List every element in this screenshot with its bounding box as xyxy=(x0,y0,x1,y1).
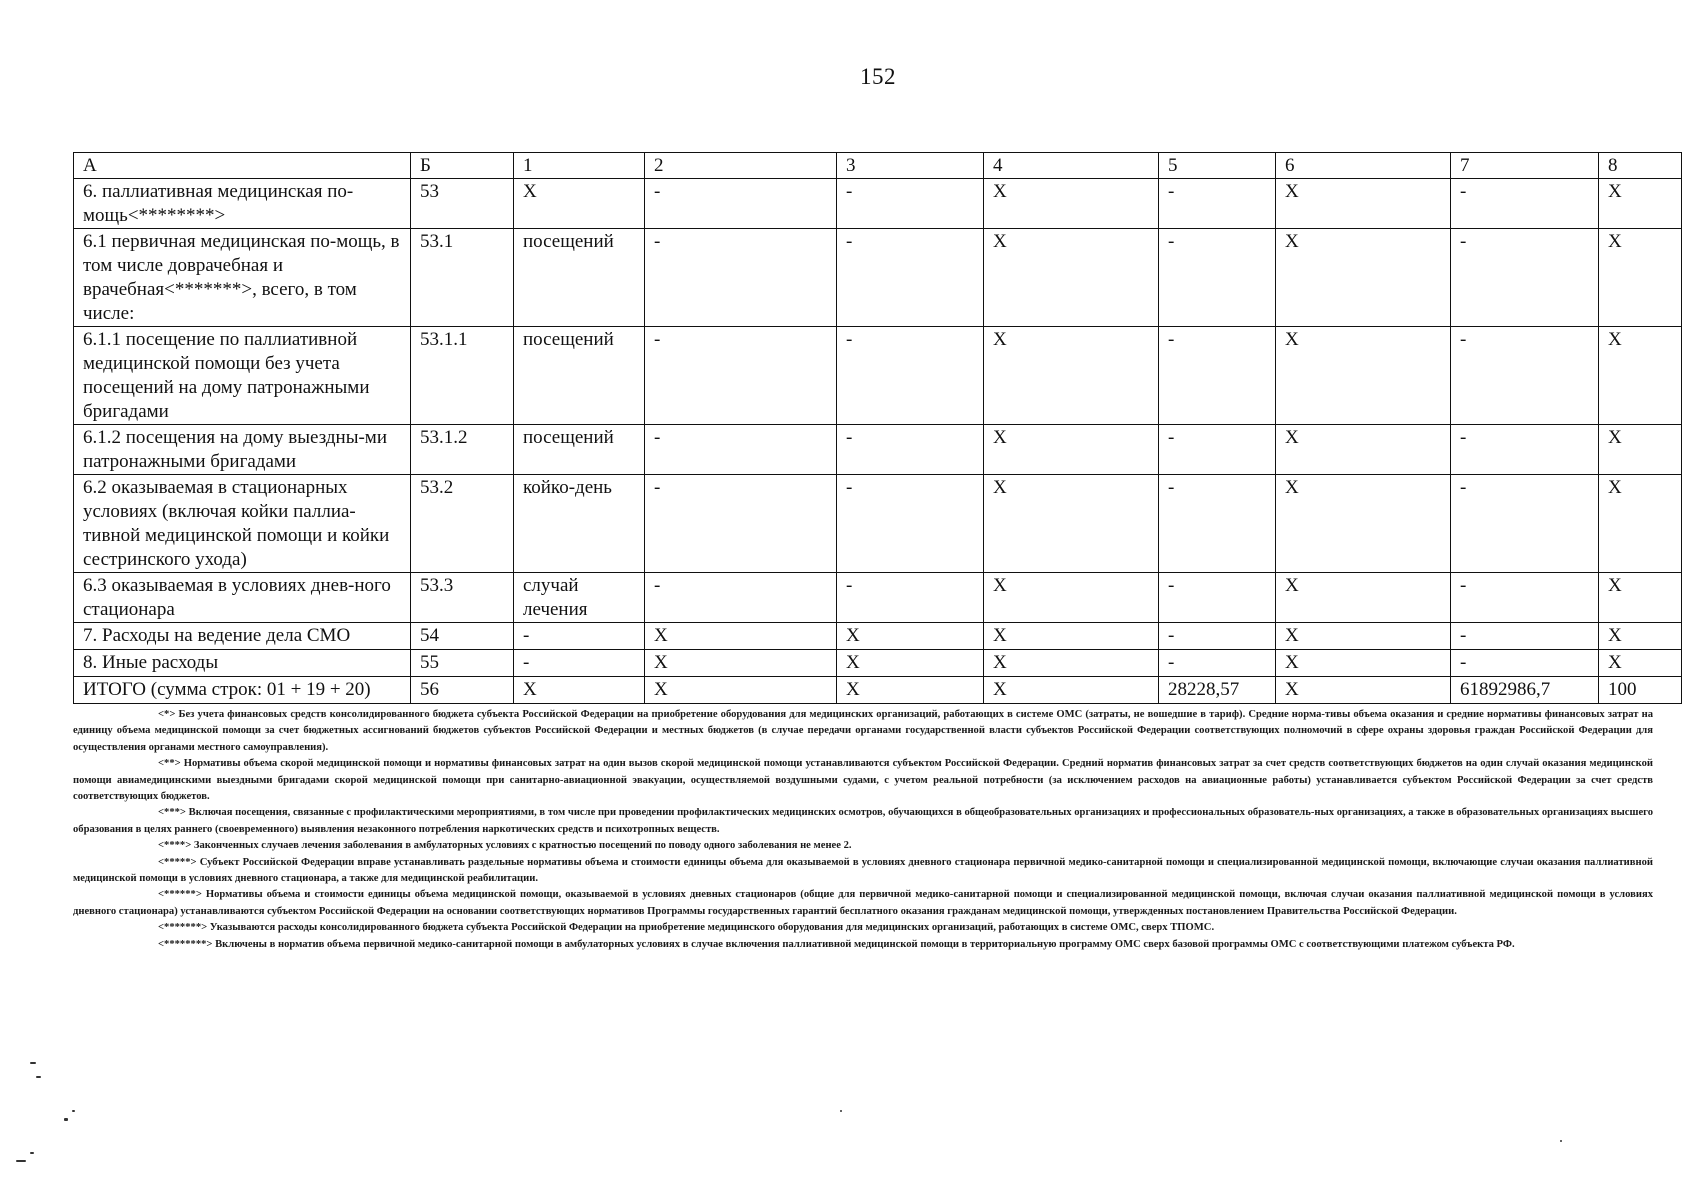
table-row xyxy=(74,677,1682,704)
table-cell: 28228,57 xyxy=(1159,677,1276,704)
table-cell: 53.2 xyxy=(411,475,514,573)
table-header-cell: 5 xyxy=(1159,153,1276,179)
table-cell: - xyxy=(1159,327,1276,425)
table-header-cell: 8 xyxy=(1599,153,1682,179)
table-cell: Х xyxy=(1599,327,1682,425)
table-header-cell: Б xyxy=(411,153,514,179)
table-cell: Х xyxy=(1276,650,1451,677)
table-cell: Х xyxy=(1276,327,1451,425)
table-cell: 55 xyxy=(411,650,514,677)
table-cell: - xyxy=(1451,327,1599,425)
table-cell: случай лечения xyxy=(514,573,645,623)
table-cell: - xyxy=(1451,623,1599,650)
table-cell: - xyxy=(514,623,645,650)
table-row xyxy=(74,623,1682,650)
footnote: <**> Нормативы объема скорой медицинской помощи и нормативы финансовых затрат на один вызов скорой медицинской помощи устанавливаются субъектом Российской Федерации. Средний норматив финансовых затрат за счет средств соответствующих бюджетов на один случай оказания медицинской помощи авиамедицинскими выездными бригадами скорой медицинской помощи при санитарно-авиационной эвакуации, осуществляемой воздушными судами, с учетом реальной потребности (за исключением расходов на авиационные работы) устанавливается субъектом Российской Федерации за счет средств соответствующих бюджетов. xyxy=(73,758,1653,803)
table-cell: Х xyxy=(1276,425,1451,475)
table-cell: 6.3 оказываемая в условиях днев-ного стационара xyxy=(74,573,411,623)
table-cell: - xyxy=(645,229,837,327)
table-header-cell: 6 xyxy=(1276,153,1451,179)
table-cell: 56 xyxy=(411,677,514,704)
footnotes xyxy=(73,707,1653,953)
footnote: <*> Без учета финансовых средств консолидированного бюджета субъекта Российской Федерации на приобретение оборудования для медицинских организаций, работающих в системе ОМС (затраты, не вошедшие в тариф). Средние норма-тивы объема оказания и средние нормативы финансовых затрат на единицу объема медицинской помощи за счет бюджетных ассигнований бюджетов субъектов Российской Федерации и местных бюджетов (в случае передачи органами государственной власти субъектов Российской Федерации соответствующих полномочий в сфере охраны здоровья граждан Российской Федерации для осуществления органами местного самоуправления). xyxy=(73,709,1653,753)
table-cell: Х xyxy=(1599,623,1682,650)
table-cell: - xyxy=(1159,475,1276,573)
table-cell: посещений xyxy=(514,425,645,475)
table-header-cell: 1 xyxy=(514,153,645,179)
table-row xyxy=(74,229,1682,327)
footnote: <***> Включая посещения, связанные с профилактическими мероприятиями, в том числе при проведении профилактических медицинских осмотров, обучающихся в общеобразовательных организациях и профессиональных образователь-ных организациях, а также в образовательных организациях высшего образования в целях раннего (своевременного) выявления незаконного потребления наркотических средств и психотропных веществ. xyxy=(73,807,1653,835)
table-cell: 8. Иные расходы xyxy=(74,650,411,677)
table-cell: Х xyxy=(645,650,837,677)
table-cell: 100 xyxy=(1599,677,1682,704)
table-cell: Х xyxy=(1599,229,1682,327)
table-cell: Х xyxy=(1276,573,1451,623)
table-cell: 7. Расходы на ведение дела СМО xyxy=(74,623,411,650)
table-cell: - xyxy=(1451,179,1599,229)
table-header-cell: А xyxy=(74,153,411,179)
table-cell: Х xyxy=(514,677,645,704)
table-row xyxy=(74,179,1682,229)
table-cell: - xyxy=(1451,573,1599,623)
table-cell: Х xyxy=(1276,229,1451,327)
table-row xyxy=(74,327,1682,425)
table-cell: - xyxy=(645,573,837,623)
table-cell: - xyxy=(1159,573,1276,623)
table-cell: 61892986,7 xyxy=(1451,677,1599,704)
table-cell: 6.1 первичная медицинская по-мощь, в том числе доврачебная и врачебная<*******>, всего, в том числе: xyxy=(74,229,411,327)
table-row xyxy=(74,650,1682,677)
table-cell: 6. паллиативная медицинская по-мощь<********> xyxy=(74,179,411,229)
table-cell: Х xyxy=(984,179,1159,229)
table-cell: - xyxy=(645,475,837,573)
table-cell: - xyxy=(1451,650,1599,677)
page-number: 152 xyxy=(860,64,896,89)
table-cell: Х xyxy=(837,623,984,650)
table-cell: - xyxy=(1159,650,1276,677)
table-cell: - xyxy=(837,179,984,229)
table-cell: Х xyxy=(984,623,1159,650)
table-cell: - xyxy=(1159,623,1276,650)
table-cell: - xyxy=(837,327,984,425)
table-cell: Х xyxy=(984,573,1159,623)
table-cell: Х xyxy=(984,229,1159,327)
table-cell: 53.1 xyxy=(411,229,514,327)
table-cell: Х xyxy=(1276,677,1451,704)
table-cell: - xyxy=(645,425,837,475)
table-cell: Х xyxy=(514,179,645,229)
table-cell: посещений xyxy=(514,327,645,425)
footnote: <*******> Указываются расходы консолидированного бюджета субъекта Российской Федерации на приобретение медицинского оборудования для медицинских организаций, работающих в системе ОМС, сверх ТПОМС. xyxy=(158,922,1215,934)
scan-speck xyxy=(36,1076,41,1078)
table-cell: - xyxy=(1451,229,1599,327)
footnote: <****> Законченных случаев лечения заболевания в амбулаторных условиях с кратностью посещений по поводу одного заболевания не менее 2. xyxy=(158,840,852,852)
table-header-cell: 7 xyxy=(1451,153,1599,179)
table-cell: 6.2 оказываемая в стационарных условиях (включая койки паллиа-тивной медицинской помощи и койки сестринского ухода) xyxy=(74,475,411,573)
table-cell: Х xyxy=(645,677,837,704)
table-cell: - xyxy=(1159,229,1276,327)
table-cell: 53.1.1 xyxy=(411,327,514,425)
table-cell: Х xyxy=(984,650,1159,677)
table-cell: посещений xyxy=(514,229,645,327)
table-cell: койко-день xyxy=(514,475,645,573)
footnote: <********> Включены в норматив объема первичной медико-санитарной помощи в амбулаторных условиях в случае включения паллиативной медицинской помощи в территориальную программу ОМС сверх базовой программы ОМС с соответствующими платежом субъекта РФ. xyxy=(158,938,1515,950)
table-cell: Х xyxy=(1599,179,1682,229)
footnote: <*****> Субъект Российской Федерации вправе устанавливать раздельные нормативы объема и стоимости единицы объема для оказываемой в условиях дневного стационара первичной медико-санитарной помощи и специализированной медицинской помощи, включающие случаи оказания паллиативной медицинской помощи в условиях дневного стационара, а также для медицинской реабилитации. xyxy=(73,856,1653,885)
table-cell: Х xyxy=(1599,475,1682,573)
table-cell: ИТОГО (сумма строк: 01 + 19 + 20) xyxy=(74,677,411,704)
table-row xyxy=(74,573,1682,623)
table-cell: Х xyxy=(1599,650,1682,677)
table-cell: Х xyxy=(1599,425,1682,475)
table-cell: Х xyxy=(984,677,1159,704)
table-cell: - xyxy=(837,573,984,623)
data-table xyxy=(73,152,1682,704)
table-row xyxy=(74,425,1682,475)
scan-speck xyxy=(30,1152,34,1154)
scan-speck xyxy=(64,1118,68,1121)
table-header-row xyxy=(74,153,1682,179)
table-cell: - xyxy=(837,475,984,573)
table-header-cell: 3 xyxy=(837,153,984,179)
table-cell: 53.1.2 xyxy=(411,425,514,475)
table-cell: 53.3 xyxy=(411,573,514,623)
table-cell: Х xyxy=(1276,623,1451,650)
scan-speck xyxy=(1560,1140,1562,1142)
table-cell: Х xyxy=(1276,179,1451,229)
table-cell: 54 xyxy=(411,623,514,650)
table-cell: - xyxy=(645,327,837,425)
table-header-cell: 4 xyxy=(984,153,1159,179)
table-cell: - xyxy=(837,425,984,475)
table-cell: - xyxy=(1451,475,1599,573)
table-cell: Х xyxy=(1276,475,1451,573)
table-header-cell: 2 xyxy=(645,153,837,179)
table-cell: Х xyxy=(984,425,1159,475)
table-cell: - xyxy=(1159,425,1276,475)
table-cell: Х xyxy=(984,475,1159,573)
scan-speck xyxy=(840,1110,842,1112)
table-cell: - xyxy=(1451,425,1599,475)
table-cell: - xyxy=(837,229,984,327)
table-cell: - xyxy=(514,650,645,677)
table-cell: 6.1.1 посещение по паллиативной медицинской помощи без учета посещений на дому патронажными бригадами xyxy=(74,327,411,425)
scan-speck xyxy=(16,1160,26,1162)
table-cell: Х xyxy=(837,650,984,677)
scan-speck xyxy=(72,1110,75,1112)
table-cell: Х xyxy=(984,327,1159,425)
table-cell: 53 xyxy=(411,179,514,229)
table-cell: Х xyxy=(645,623,837,650)
table-row xyxy=(74,475,1682,573)
footnote: <******> Нормативы объема и стоимости единицы объема медицинской помощи, оказываемой в условиях дневных стационаров (общие для первичной медико-санитарной помощи и специализированной медицинской помощи, включая случаи оказания паллиативной медицинской помощи в условиях дневного стационара) устанавливаются субъектом Российской Федерации на основании соответствующих нормативов Программы государственных гарантий бесплатного оказания гражданам медицинской помощи, утвержденных постановлением Правительства Российской Федерации. xyxy=(73,889,1653,917)
scan-speck xyxy=(30,1062,36,1064)
table-cell: - xyxy=(645,179,837,229)
table-cell: 6.1.2 посещения на дому выездны-ми патронажными бригадами xyxy=(74,425,411,475)
table-cell: Х xyxy=(837,677,984,704)
table-cell: - xyxy=(1159,179,1276,229)
table-cell: Х xyxy=(1599,573,1682,623)
